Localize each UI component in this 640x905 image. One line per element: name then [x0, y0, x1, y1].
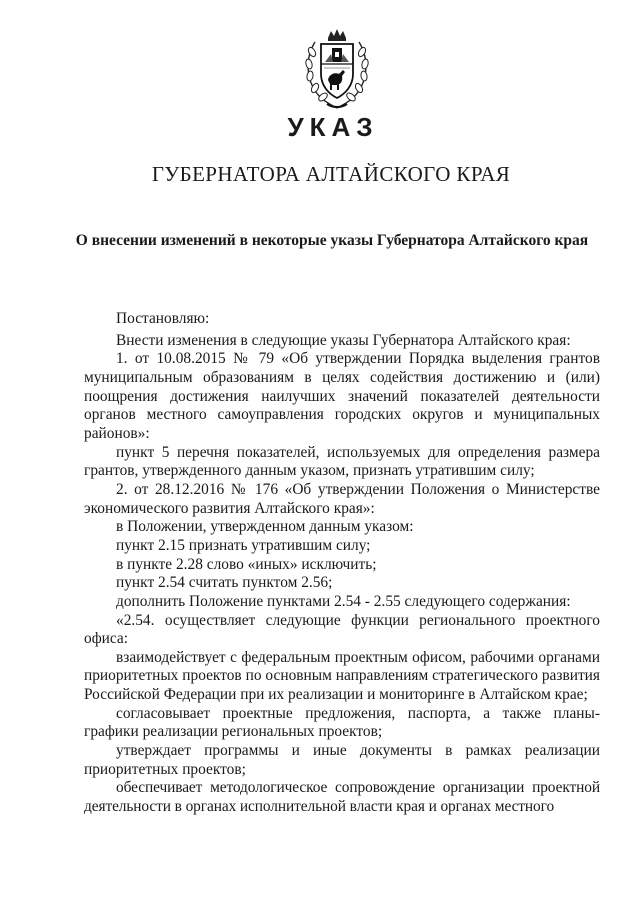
- body-paragraph: в пункте 2.28 слово «иных» исключить;: [116, 555, 377, 573]
- body-paragraph: «2.54. осуществляет следующие функции регионального проектного офиса:: [84, 611, 600, 648]
- body-paragraph: Внести изменения в следующие указы Губернатора Алтайского края:: [116, 331, 571, 349]
- issuer-title: ГУБЕРНАТОРА АЛТАЙСКОГО КРАЯ: [151, 162, 511, 186]
- body-paragraph: обеспечивает методологическое сопровождение организации проектной деятельности в органах исполнительной власти края и органах местного: [84, 779, 600, 816]
- body-paragraph: пункт 5 перечня показателей, используемых для определения размера грантов, утвержденного данным указом, признать утратившим силу;: [84, 443, 600, 480]
- body-paragraph: 1. от 10.08.2015 № 79 «Об утверждении Порядка выделения грантов муниципальным образованиям в целях содействия достижению и (или) поощрения достижения наилучших значений показателей деятельности органов местного самоуправления городских округов и муниципальных районов»:: [84, 350, 600, 442]
- body-paragraph: согласовывает проектные предложения, паспорта, а также планы-графики реализации региональных проектов;: [84, 704, 600, 741]
- body-paragraph: утверждает программы и иные документы в рамках реализации приоритетных проектов;: [84, 742, 600, 778]
- document-subject: О внесении изменений в некоторые указы Губернатора Алтайского края: [75, 232, 589, 249]
- coat-of-arms-icon: [301, 28, 373, 112]
- document-body: [84, 310, 600, 817]
- document-type-title: УКАЗ: [287, 112, 379, 142]
- body-paragraph: 2. от 28.12.2016 № 176 «Об утверждении Положения о Министерстве экономического развития Алтайского края»:: [84, 480, 600, 517]
- body-paragraph: дополнить Положение пунктами 2.54 - 2.55 следующего содержания:: [116, 592, 571, 610]
- body-paragraph: Постановляю:: [116, 310, 210, 327]
- body-paragraph: пункт 2.15 признать утратившим силу;: [116, 536, 371, 554]
- body-paragraph: в Положении, утвержденном данным указом:: [116, 518, 414, 536]
- body-paragraph: пункт 2.54 считать пунктом 2.56;: [116, 574, 333, 592]
- body-paragraph: взаимодействует с федеральным проектным офисом, рабочими органами приоритетных проектов по основным направлениям стратегического развития Российской Федерации при их реализации и мониторинге в Алтайском крае;: [84, 648, 600, 704]
